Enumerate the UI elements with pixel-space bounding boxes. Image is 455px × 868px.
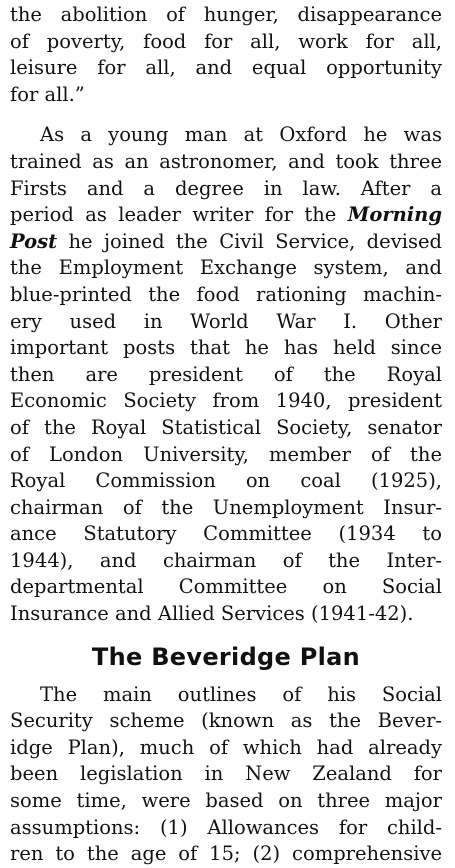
paragraph-beveridge-plan <box>10 682 442 868</box>
text-line: of poverty, food for all, work for all, <box>10 29 442 53</box>
text-line: departmental Committee on Social <box>10 575 442 599</box>
text-line: idge Plan), much of which had already <box>10 735 442 759</box>
text-line: The main outlines of his Social <box>40 682 442 706</box>
text-line: ance Statutory Committee (1934 to <box>10 522 442 546</box>
text-line: for all.” <box>10 82 85 106</box>
text-line: ery used in World War I. Other <box>10 309 442 333</box>
text-line: the abolition of hunger, disappearance <box>10 3 442 26</box>
text-line: leisure for all, and equal opportunity <box>10 56 442 80</box>
publication-title-italic: Morning <box>347 203 442 227</box>
text-line <box>10 229 442 256</box>
paragraph-biography <box>10 122 442 627</box>
text-line: Royal Commission on coal (1925), <box>10 469 442 493</box>
text-line: As a young man at Oxford he was <box>40 123 442 147</box>
text-line: important posts that he has held since <box>10 336 442 360</box>
section-heading: The Beveridge Plan <box>91 642 361 671</box>
text-line: assumptions: (1) Allowances for child- <box>10 815 442 839</box>
text-line: the Employment Exchange system, and <box>10 256 442 280</box>
text-line: Economic Society from 1940, president <box>10 389 442 413</box>
text-line: Security scheme (known as the Bever- <box>10 709 442 733</box>
text-line: of the Royal Statistical Society, senator <box>10 415 442 439</box>
text-line: ren to the age of 15; (2) comprehensive <box>10 842 442 866</box>
publication-title-italic-cont: Post <box>10 229 58 253</box>
paragraph-hunger-quote <box>10 2 442 108</box>
text-line: some time, were based on three major <box>10 789 442 813</box>
text-line: Insurance and Allied Services (1941-42). <box>10 602 414 626</box>
text-line: trained as an astronomer, and took three <box>10 149 442 173</box>
document-page <box>10 0 442 868</box>
text-line-with-italic <box>10 202 442 229</box>
text-line: chairman of the Unemployment Insur- <box>10 495 442 519</box>
text-line: then are president of the Royal <box>10 362 442 386</box>
text-line: been legislation in New Zealand for <box>10 762 442 786</box>
text-segment: he joined the Civil Service, devised <box>57 229 442 253</box>
text-segment: period as leader writer for the <box>10 203 348 227</box>
text-line: of London University, member of the <box>10 442 442 466</box>
text-line: 1944), and chairman of the Inter- <box>10 548 442 572</box>
text-line: Firsts and a degree in law. After a <box>10 176 442 200</box>
text-line: blue-printed the food rationing machin- <box>10 282 442 306</box>
